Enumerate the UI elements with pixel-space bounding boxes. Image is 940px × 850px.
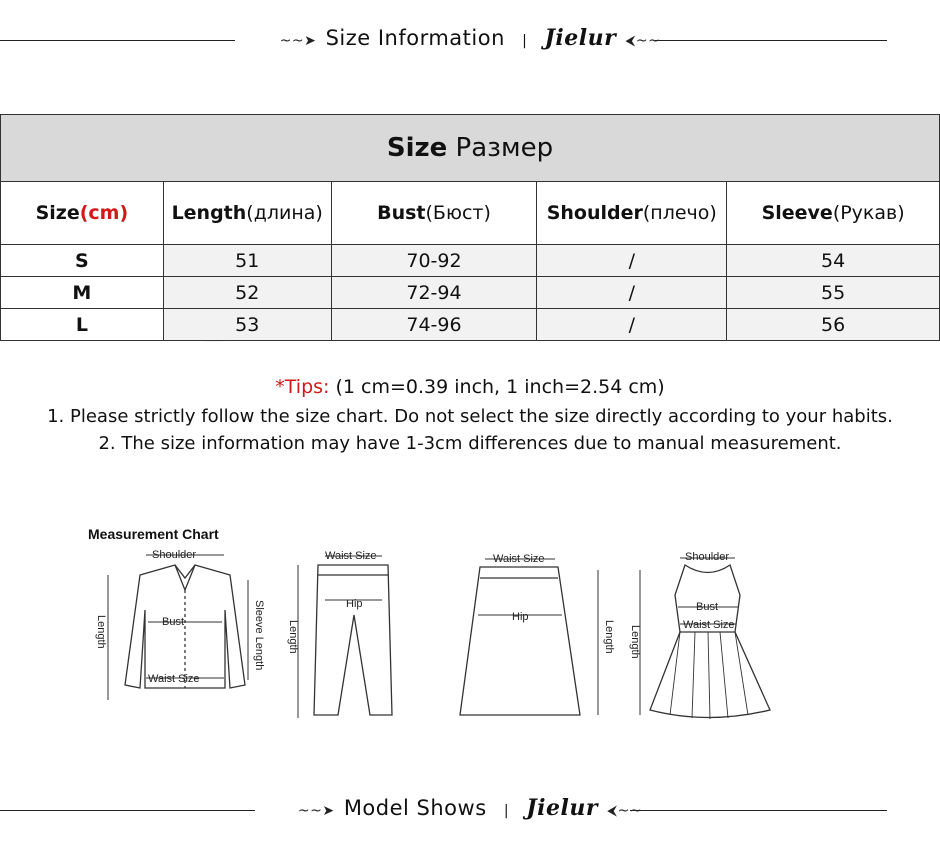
sleeve-cell: 55 [727, 277, 940, 309]
shoulder-cell: / [537, 245, 727, 277]
banner-title: Model Shows [343, 796, 487, 820]
tips-conversion-text: (1 cm=0.39 inch, 1 inch=2.54 cm) [329, 376, 665, 398]
bust-cell: 72-94 [331, 277, 537, 309]
header-size-label: Size [35, 202, 80, 224]
size-cell: M [1, 277, 164, 309]
tips-line-1: 1. Please strictly follow the size chart. Do not select the size directly according to your habits. [47, 406, 893, 427]
tips-line-2: 2. The size information may have 1-3cm differences due to manual measurement. [98, 433, 842, 454]
garment-illustrations [80, 520, 780, 730]
measurement-chart [80, 520, 780, 730]
sleeve-cell: 54 [727, 245, 940, 277]
dress-shoulder-label: Shoulder [685, 551, 730, 563]
size-information-banner [0, 25, 940, 55]
shoulder-cell: / [537, 277, 727, 309]
pants-hip-label: Hip [346, 598, 363, 610]
brand-name: Jielur [526, 795, 598, 821]
table-row [1, 245, 940, 277]
header-bust [331, 182, 537, 245]
table-title [1, 115, 940, 182]
header-shoulder-russian: (плечо) [642, 202, 717, 224]
header-length-russian: (длина) [246, 202, 323, 224]
header-shoulder [537, 182, 727, 245]
header-size-unit: (cm) [79, 202, 129, 224]
header-bust-label: Bust [377, 202, 426, 224]
size-cell: S [1, 245, 164, 277]
shirt-sleeve-label: Sleeve Length [253, 600, 265, 671]
model-shows-banner [0, 795, 940, 825]
dress-bust-label: Bust [696, 601, 719, 613]
header-length-label: Length [171, 202, 247, 224]
banner-text [0, 25, 940, 51]
banner-separator: | [522, 33, 528, 49]
table-title-bold: Size [386, 133, 448, 163]
header-sleeve-label: Sleeve [761, 202, 833, 224]
table-title-row [1, 115, 940, 182]
pants-drawing [298, 556, 392, 718]
length-cell: 52 [163, 277, 331, 309]
header-size [1, 182, 164, 245]
table-row [1, 277, 940, 309]
pants-waist-label: Waist Size [325, 550, 377, 562]
shirt-shoulder-label: Shoulder [152, 549, 197, 561]
banner-text [0, 795, 940, 821]
sleeve-cell: 56 [727, 309, 940, 341]
banner-separator: | [503, 803, 510, 819]
ornament-arrow-icon: ~~➤ [297, 803, 335, 819]
size-cell: L [1, 309, 164, 341]
length-cell: 51 [163, 245, 331, 277]
table-header-row [1, 182, 940, 245]
ornament-arrow-icon: ⮜~~ [607, 803, 643, 819]
shirt-length-label: Length [95, 615, 107, 649]
header-bust-russian: (Бюст) [425, 202, 491, 224]
length-cell: 53 [163, 309, 331, 341]
ornament-arrow-icon: ⮜~~ [625, 33, 661, 49]
pants-length-label: Length [287, 620, 299, 654]
header-shoulder-label: Shoulder [546, 202, 643, 224]
size-table [0, 114, 940, 341]
tips-conversion [0, 376, 940, 398]
brand-name: Jielur [544, 25, 617, 51]
table-row [1, 309, 940, 341]
banner-title: Size Information [325, 26, 505, 50]
dress-drawing [640, 558, 770, 719]
dress-waist-label: Waist Size [683, 619, 735, 631]
ornament-arrow-icon: ~~➤ [279, 33, 317, 49]
dress-length-label: Length [629, 625, 641, 659]
header-sleeve [727, 182, 940, 245]
shirt-bust-label: Bust [162, 616, 185, 628]
shirt-waist-label: Waist Size [148, 673, 200, 685]
shoulder-cell: / [537, 309, 727, 341]
measurement-chart-title: Measurement Chart [88, 526, 219, 542]
skirt-length-label: Length [603, 620, 615, 654]
bust-cell: 74-96 [331, 309, 537, 341]
header-sleeve-russian: (Рукав) [832, 202, 905, 224]
skirt-waist-label: Waist Size [493, 553, 545, 565]
table-title-russian: Размер [455, 133, 554, 163]
bust-cell: 70-92 [331, 245, 537, 277]
header-length [163, 182, 331, 245]
tips-label: *Tips: [275, 376, 330, 398]
skirt-hip-label: Hip [512, 611, 529, 623]
skirt-drawing [460, 559, 598, 715]
